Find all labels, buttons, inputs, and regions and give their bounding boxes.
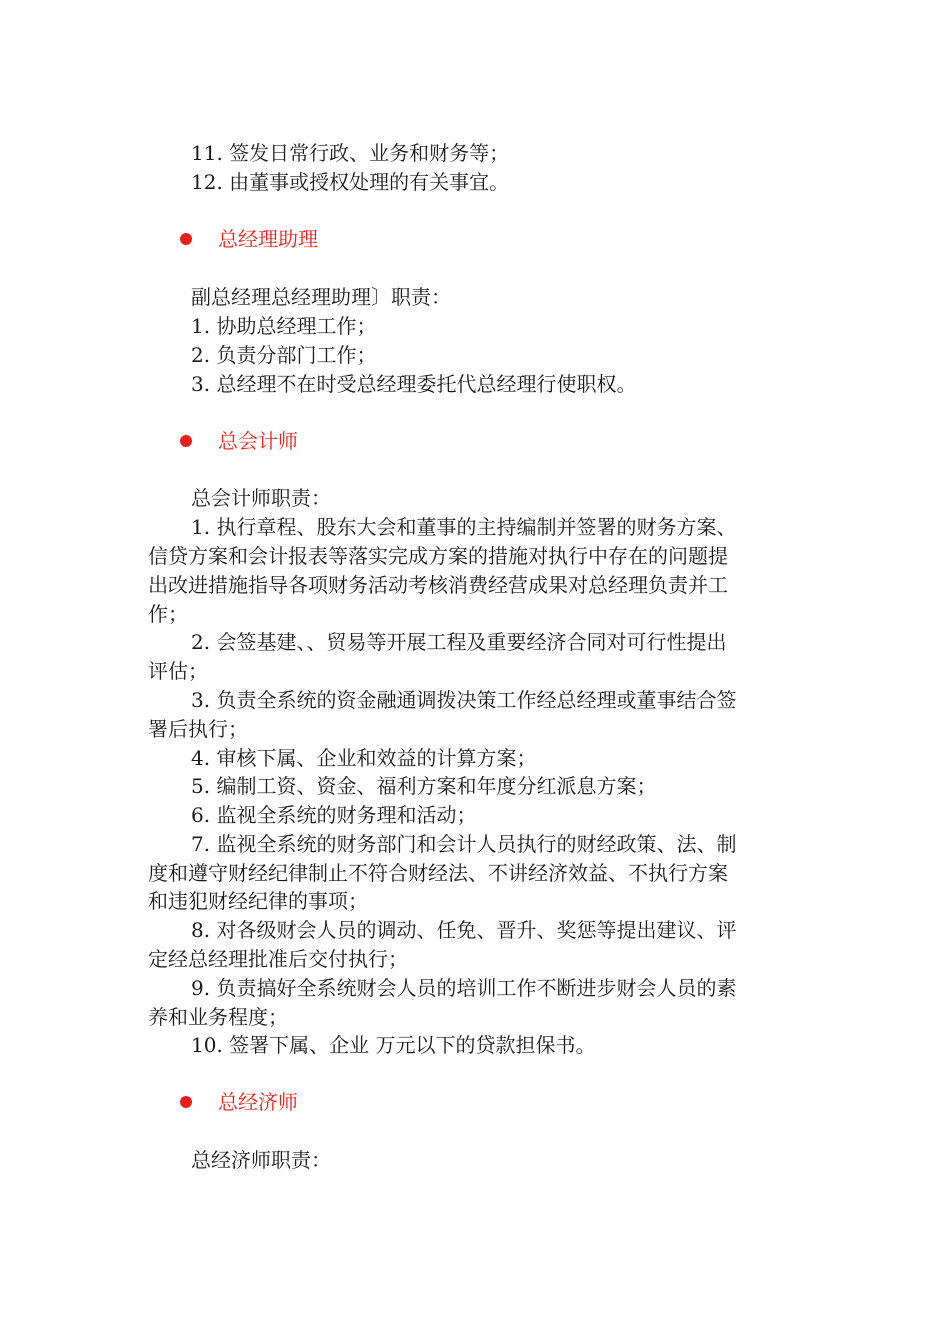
- text-line: 3. 负责全系统的资金融通调拨决策工作经总经理或董事结合签: [191, 688, 737, 712]
- list-item: 3. 总经理不在时受总经理委托代总经理行使职权。: [191, 372, 637, 396]
- section-heading: [180, 225, 318, 254]
- bullet-icon: [180, 1096, 192, 1108]
- text-line: 作；: [148, 602, 188, 626]
- section-heading: [180, 427, 298, 456]
- list-item: 11. 签发日常行政、业务和财务等；: [191, 141, 510, 165]
- list-item: 2. 负责分部门工作；: [191, 343, 377, 367]
- section-title: 总会计师: [218, 429, 298, 453]
- bullet-icon: [180, 435, 192, 447]
- text-line: 养和业务程度；: [148, 1005, 288, 1029]
- text-line: 4. 审核下属、企业和效益的计算方案；: [191, 746, 537, 770]
- text-line: 和违犯财经纪律的事项；: [148, 889, 368, 913]
- text-line: 1. 执行章程、股东大会和董事的主持编制并签署的财务方案、: [191, 515, 737, 539]
- text-line: 出改进措施指导各项财务活动考核消费经营成果对总经理负责并工: [148, 573, 728, 597]
- text-line: 评估；: [148, 659, 208, 683]
- list-item: 12. 由董事或授权处理的有关事宜。: [191, 170, 510, 194]
- section-intro: 总经济师职责：: [191, 1148, 331, 1172]
- section-title: 总经理助理: [218, 227, 318, 251]
- text-line: 5. 编制工资、资金、福利方案和年度分红派息方案；: [191, 774, 657, 798]
- text-line: 信贷方案和会计报表等落实完成方案的措施对执行中存在的问题提: [148, 544, 728, 568]
- text-line: 定经总经理批准后交付执行；: [148, 947, 408, 971]
- text-line: 10. 签署下属、企业 万元以下的贷款担保书。: [191, 1033, 596, 1057]
- text-line: 2. 会签基建、、贸易等开展工程及重要经济合同对可行性提出: [191, 630, 727, 654]
- text-line: 7. 监视全系统的财务部门和会计人员执行的财经政策、法、制: [191, 832, 737, 856]
- section-title: 总经济师: [218, 1090, 298, 1114]
- text-line: 9. 负责搞好全系统财会人员的培训工作不断进步财会人员的素: [191, 976, 737, 1000]
- text-line: 6. 监视全系统的财务理和活动；: [191, 803, 477, 827]
- section-intro: 副总经理总经理助理〕职责：: [191, 285, 451, 309]
- list-item: 1. 协助总经理工作；: [191, 314, 377, 338]
- text-line: 8. 对各级财会人员的调动、任免、晋升、奖惩等提出建议、评: [191, 918, 737, 942]
- section-heading: [180, 1088, 298, 1117]
- text-line: 度和遵守财经纪律制止不符合财经法、不讲经济效益、不执行方案: [148, 861, 728, 885]
- section-intro: 总会计师职责：: [191, 486, 331, 510]
- bullet-icon: [180, 233, 192, 245]
- text-line: 署后执行；: [148, 717, 248, 741]
